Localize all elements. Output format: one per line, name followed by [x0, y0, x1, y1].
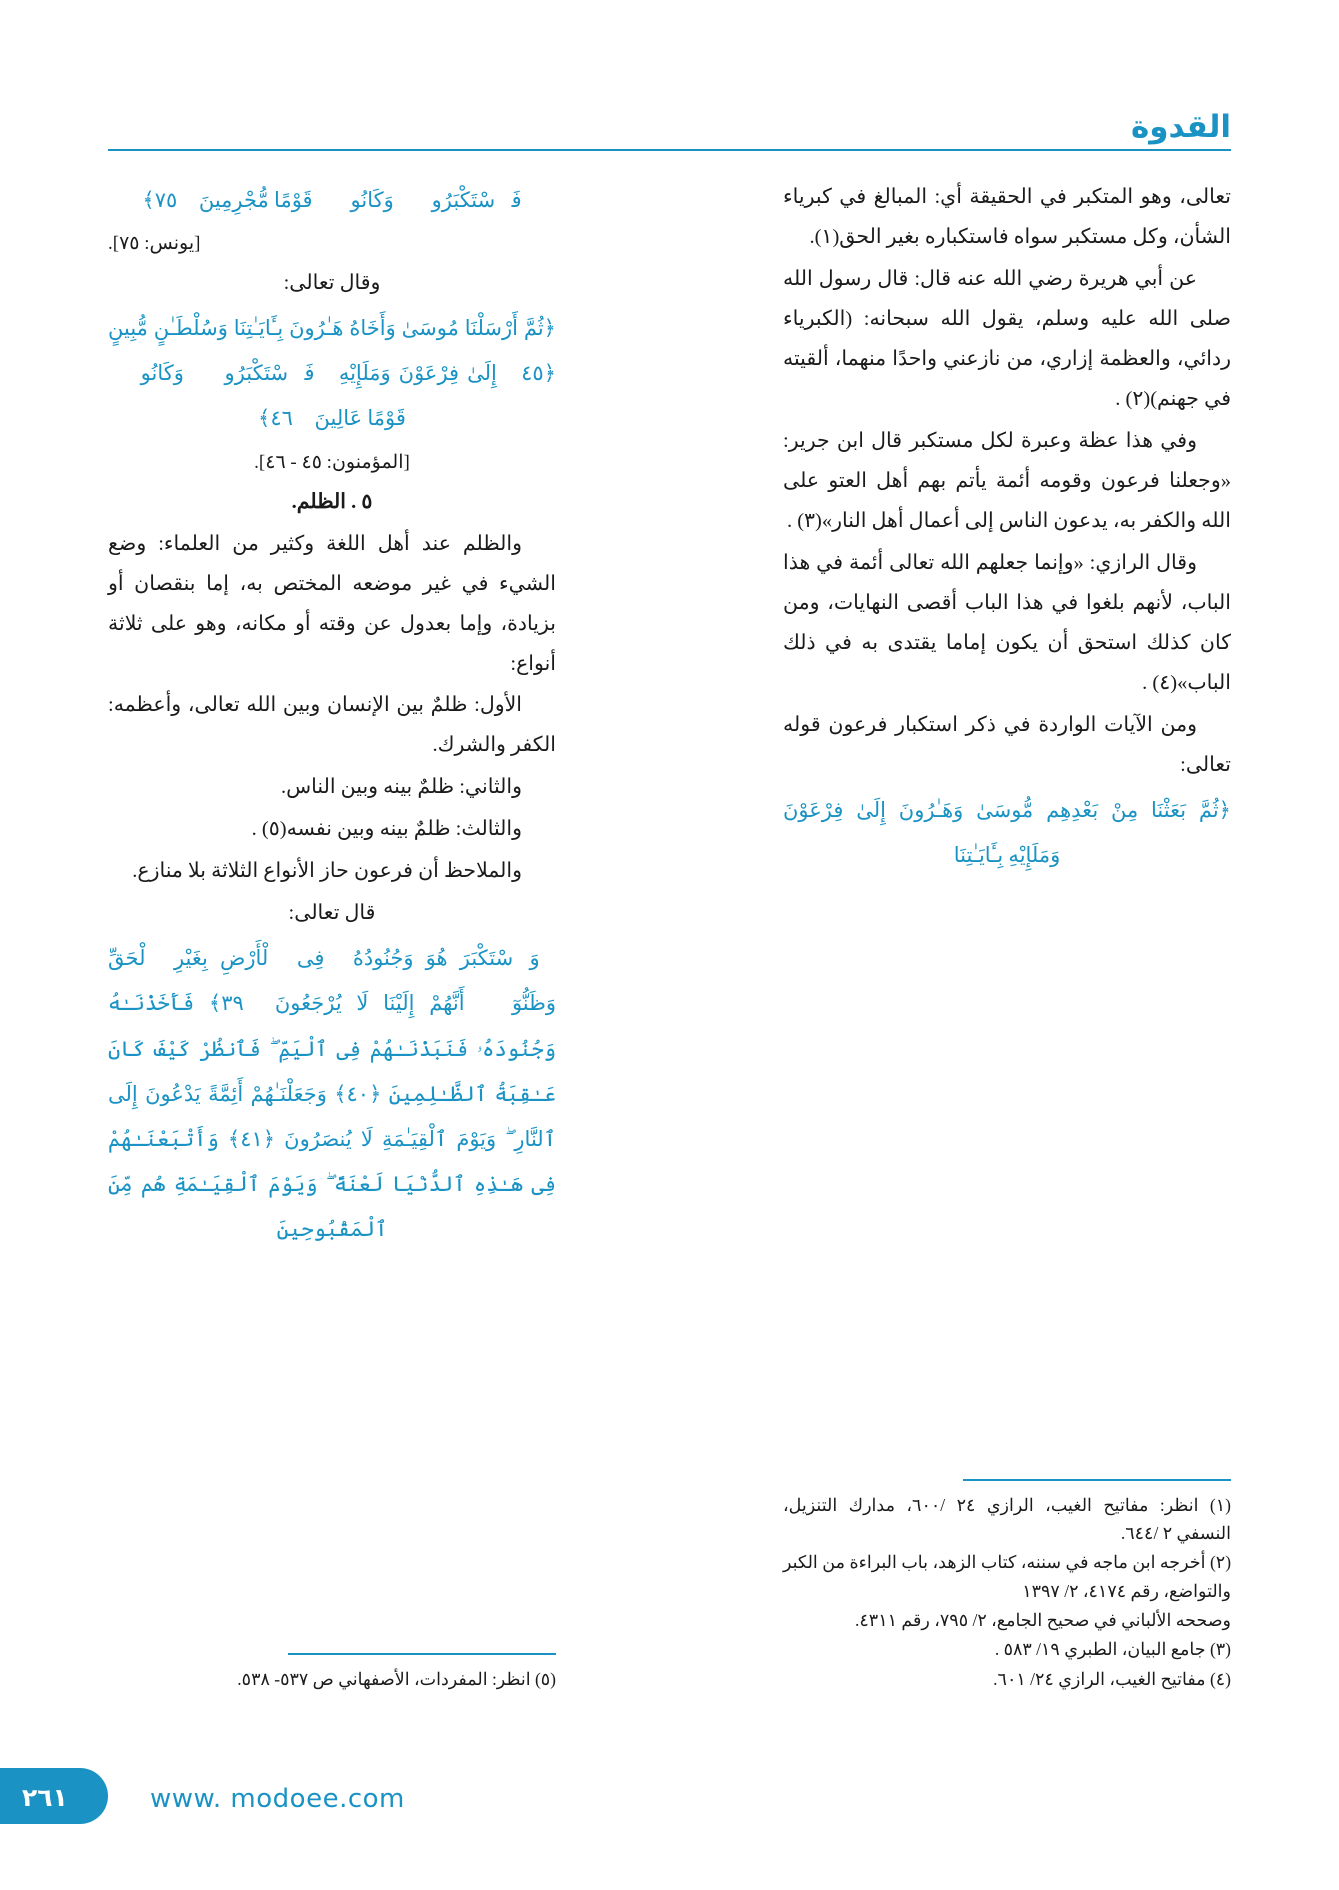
footnote-number: (١) — [1209, 1494, 1231, 1515]
paragraph: وفي هذا عظة وعبرة لكل مستكبر قال ابن جرير: «وجعلنا فرعون وقومه أئمة يأتم بهم أهل العتو على الله والكفر به، يدعون الناس إلى أعمال أهل النار»(٣) . — [783, 429, 1231, 532]
footnote-text: وصححه الألباني في صحيح الجامع، ٢/ ٧٩٥، رقم ٤٣١١. — [855, 1609, 1231, 1630]
verse-reference: [يونس: ٧٥]. — [108, 233, 201, 255]
footnote-number: (٤) — [1209, 1668, 1231, 1689]
paragraph: وقال الرازي: «وإنما جعلهم الله تعالى أئمة في هذا الباب، لأنهم بلغوا في هذا الباب أقصى النهايات، ومن كان كذلك استحق أن يكون إماما يقتدى به في ذلك الباب»(٤) . — [783, 551, 1231, 694]
header-divider — [108, 149, 1231, 151]
footnote-divider — [963, 1479, 1231, 1481]
footnotes-right — [783, 1479, 1231, 1694]
footnote-text: جامع البيان، الطبري ١٩/ ٥٨٣ . — [994, 1639, 1206, 1660]
footnotes-left — [108, 1653, 556, 1694]
footnote-item — [783, 1635, 1231, 1663]
section-heading: ٥ . الظلم. — [291, 490, 373, 513]
verse-reference: [المؤمنون: ٤٥ - ٤٦]. — [254, 451, 410, 473]
footnote-item — [108, 1665, 556, 1693]
quran-verse: ﴿وَٱسْتَكْبَرَ هُوَ وَجُنُودُهُۥ فِى ٱلْأَرْضِ بِغَيْرِ ٱلْحَقِّ وَظَنُّوٓا۟ أَنَّهُمْ إِلَيْنَا لَا يُرْجَعُونَ ﴿٣٩﴾ فَأَخَذْنَـٰهُ وَجُنُودَهُۥ فَنَبَذْنَـٰهُمْ فِى ٱلْيَمِّ ۖ فَٱنظُرْ كَيْفَ كَانَ عَـٰقِبَةُ ٱلظَّـٰلِمِينَ ﴿٤٠﴾ وَجَعَلْنَـٰهُمْ أَئِمَّةً يَدْعُونَ إِلَى ٱلنَّارِ ۖ وَيَوْمَ ٱلْقِيَـٰمَةِ لَا يُنصَرُونَ ﴿٤١﴾ وَأَتْبَعْنَـٰهُمْ فِى هَـٰذِهِ ٱلدُّنْيَا لَعْنَةً ۖ وَيَوْمَ ٱلْقِيَـٰمَةِ هُم مِّنَ ٱلْمَقْبُوحِينَ — [108, 946, 557, 1242]
column-right — [783, 178, 1231, 880]
paragraph: الأول: ظلمٌ بين الإنسان وبين الله تعالى، وأعظمه: الكفر والشرك. — [108, 694, 556, 757]
footnote-item — [783, 1606, 1231, 1634]
footnote-number: (٢) — [1209, 1552, 1232, 1573]
page-header — [108, 109, 1231, 151]
paragraph: تعالى، وهو المتكبر في الحقيقة أي: المبالغ في كبرياء الشأن، وكل مستكبر سواه فاستكباره بغير الحق(١). — [783, 186, 1231, 248]
quran-verse: ﴿ثُمَّ بَعَثْنَا مِنْ بَعْدِهِم مُّوسَىٰ وَهَـٰرُونَ إِلَىٰ فِرْعَوْنَ وَمَلَإِيْهِ بِـَٔايَـٰتِنَا — [783, 797, 1231, 867]
footnote-divider — [288, 1653, 556, 1655]
site-url[interactable]: www. modoee.com — [150, 1784, 405, 1814]
footnote-number: (٣) — [1209, 1639, 1231, 1660]
footnote-item — [783, 1665, 1231, 1693]
footnote-item — [783, 1548, 1231, 1605]
paragraph: والملاحظ أن فرعون حاز الأنواع الثلاثة بلا منازع. — [132, 860, 522, 883]
paragraph: والظلم عند أهل اللغة وكثير من العلماء: وضع الشيء في غير موضعه المختص به، إما بنقصان أو بزيادة، وإما بعدول عن وقته أو مكانه، وهو على ثلاثة أنواع: — [108, 532, 556, 675]
paragraph: والثاني: ظلمٌ بينه وبين الناس. — [281, 776, 522, 799]
quran-verse: ﴿ثُمَّ أَرْسَلْنَا مُوسَىٰ وَأَخَاهُ هَـٰرُونَ بِـَٔايَـٰتِنَا وَسُلْطَـٰنٍ مُّبِينٍ ﴿٤٥﴾ إِلَىٰ فِرْعَوْنَ وَمَلَإِيْهِۦ فَٱسْتَكْبَرُوا۟ وَكَانُوا۟ قَوْمًا عَالِينَ ﴿٤٦﴾ — [108, 316, 556, 431]
footnote-text: مفاتيح الغيب، الرازي ٢٤/ ٦٠١. — [993, 1668, 1206, 1689]
page-title: القدوة — [1130, 109, 1231, 145]
paragraph: وقال تعالى: — [283, 272, 381, 295]
footnote-text: انظر: مفاتيح الغيب، الرازي ٢٤ /٦٠٠، مدارك التنزيل، النسفي ٢ /٦٤٤. — [783, 1494, 1231, 1543]
column-left — [108, 178, 556, 1254]
page-number: ٢٦١ — [22, 1783, 68, 1812]
paragraph: قال تعالى: — [288, 902, 376, 925]
footnote-text: انظر: المفردات، الأصفهاني ص ٥٣٧- ٥٣٨. — [237, 1668, 531, 1689]
paragraph: ومن الآيات الواردة في ذكر استكبار فرعون قوله تعالى: — [783, 713, 1231, 776]
footnote-text: أخرجه ابن ماجه في سننه، كتاب الزهد، باب البراءة من الكبر والتواضع، رقم ٤١٧٤، ٢/ ١٣٩٧ — [783, 1552, 1231, 1601]
footnote-number: (٥) — [534, 1668, 556, 1689]
quran-verse: فَٱسْتَكْبَرُوا۟ وَكَانُوا۟ قَوْمًا مُّجْرِمِينَ ﴿٧٥﴾ — [142, 188, 522, 212]
footnote-item — [783, 1491, 1231, 1548]
paragraph: والثالث: ظلمٌ بينه وبين نفسه(٥) . — [251, 818, 522, 841]
paragraph: عن أبي هريرة رضي الله عنه قال: قال رسول الله صلى الله عليه وسلم، يقول الله سبحانه: (الكبرياء ردائي، والعظمة إزاري، من نازعني واحدًا منهما، ألقيته في جهنم)(٢) . — [783, 267, 1231, 410]
